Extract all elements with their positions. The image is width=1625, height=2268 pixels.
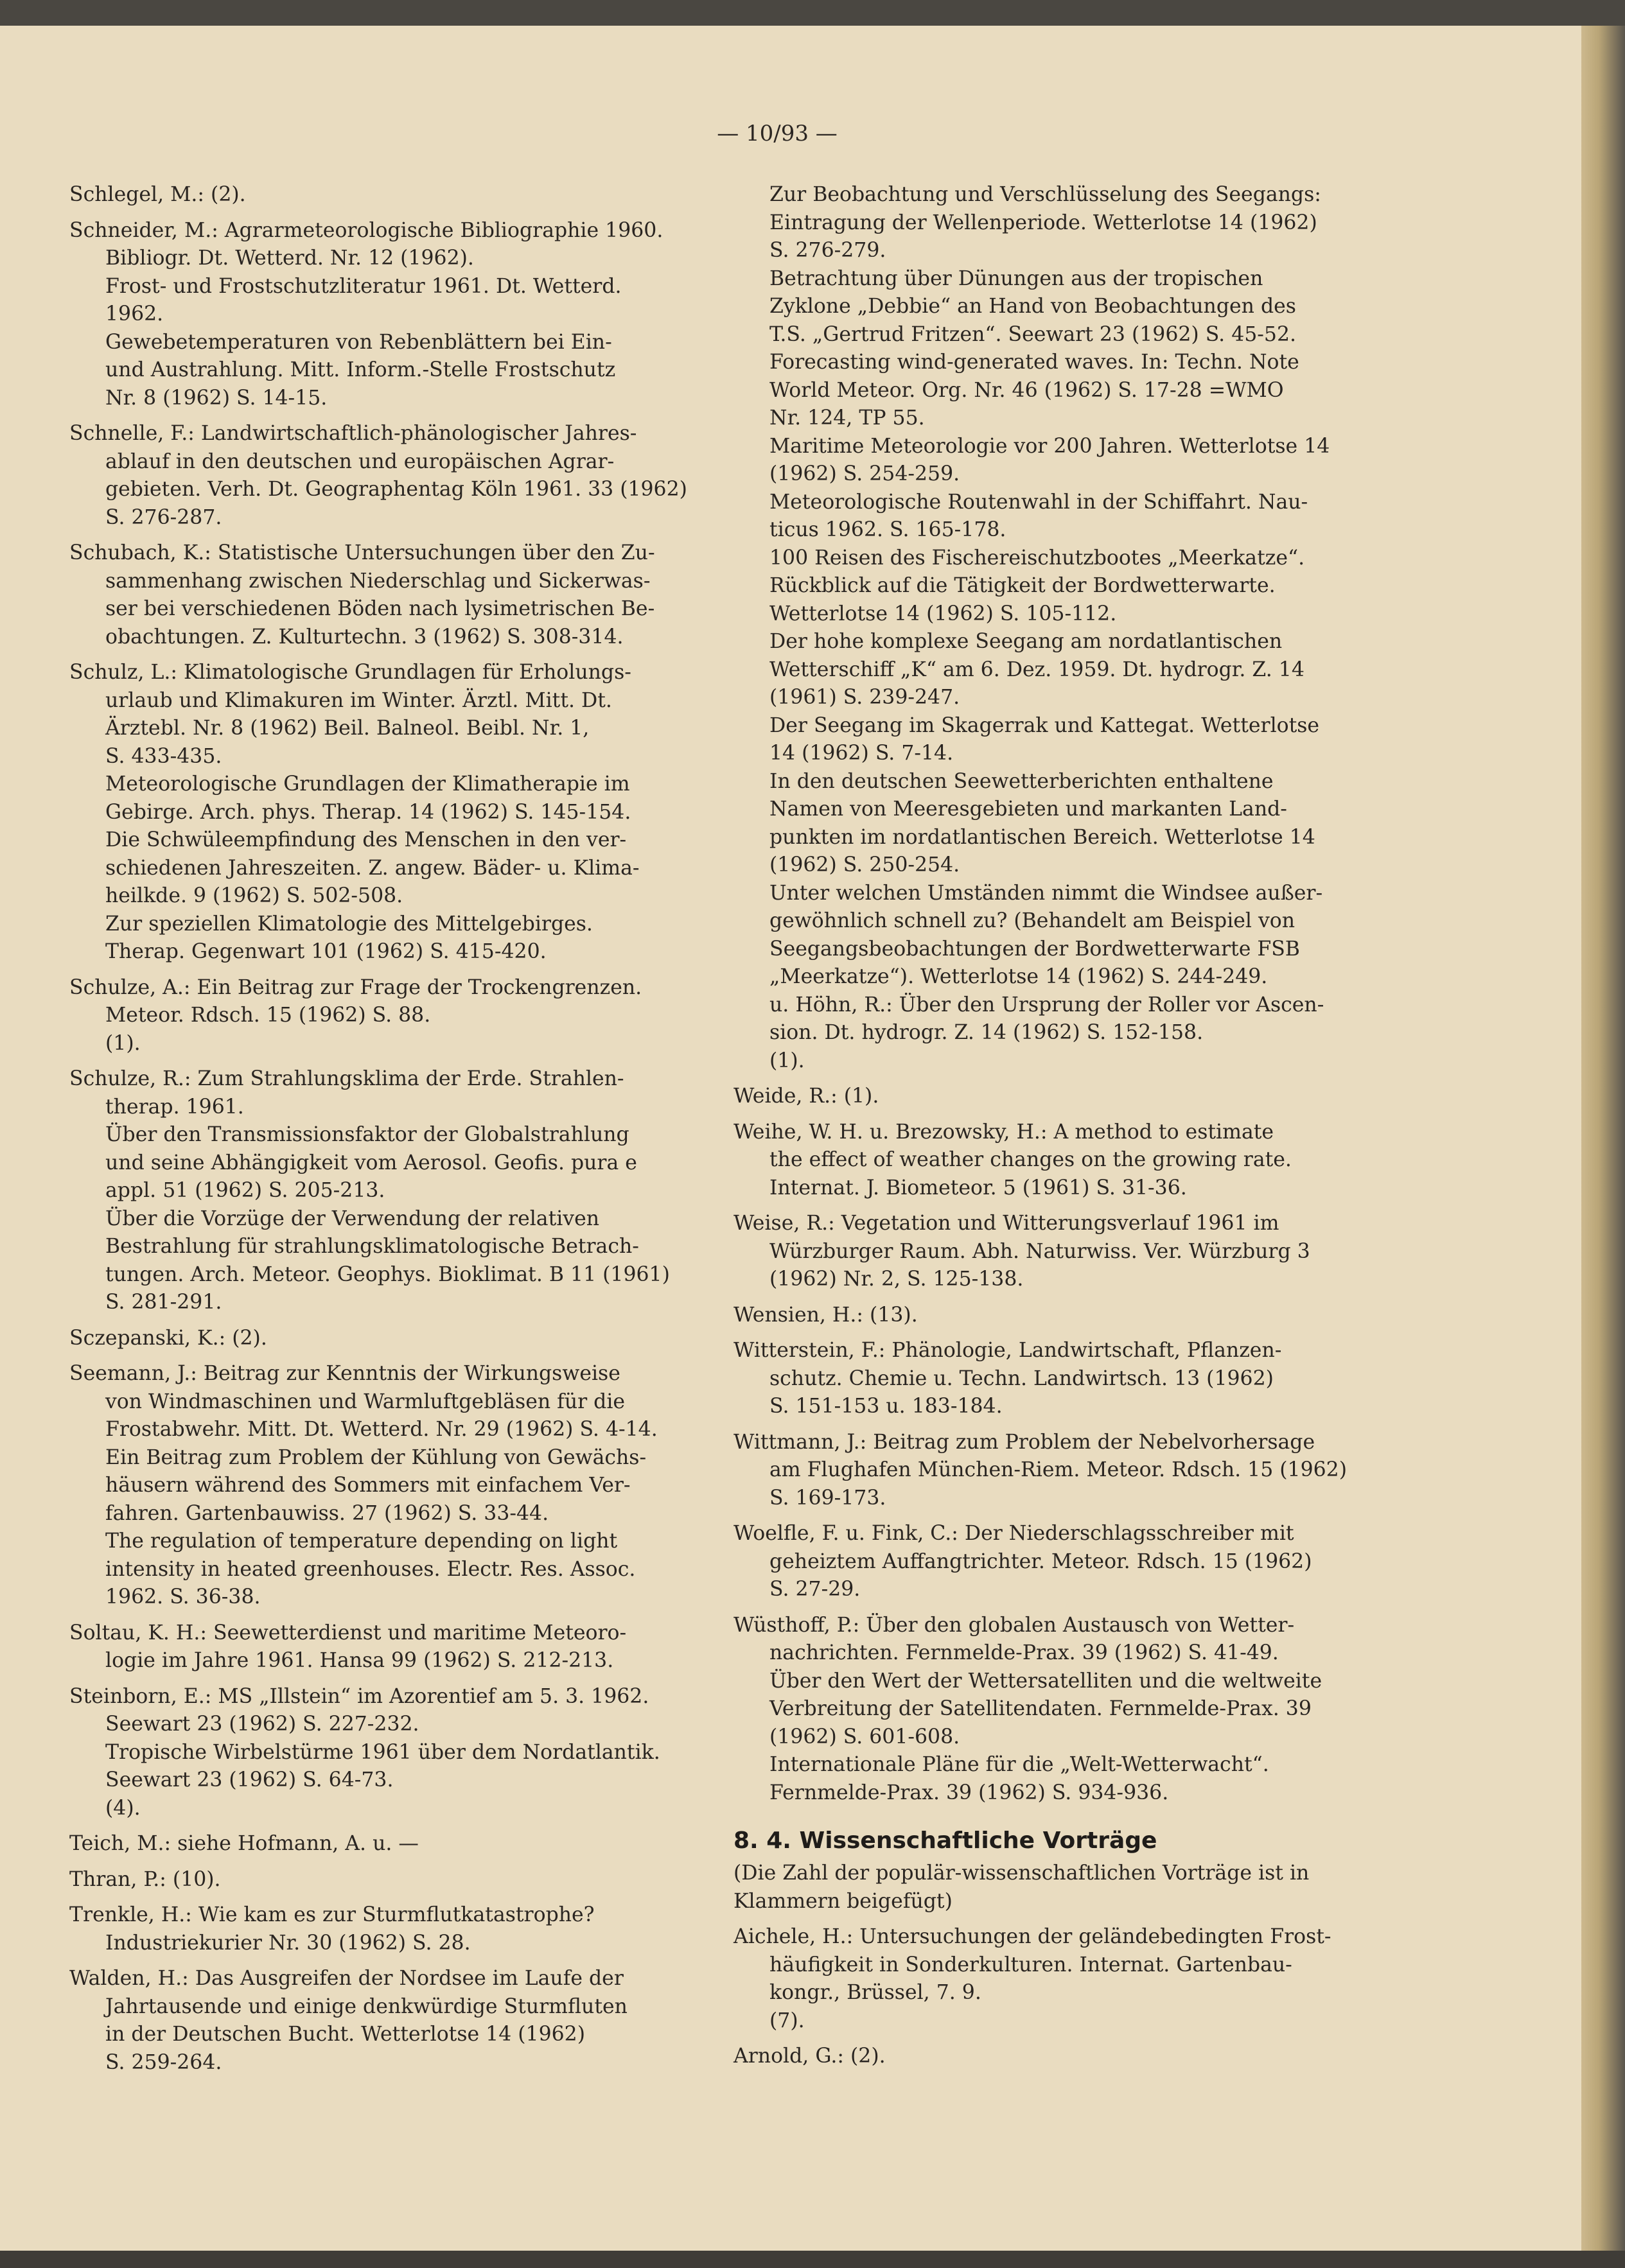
bibliography-entry — [69, 1901, 712, 1957]
entry-line: sammenhang zwischen Niederschlag und Sickerwas- — [105, 569, 651, 593]
entry-line: punkten im nordatlantischen Bereich. Wetterlotse 14 — [769, 825, 1315, 849]
entry-line: Nr. 124, TP 55. — [769, 406, 925, 430]
entry-line: und seine Abhängigkeit vom Aerosol. Geofis. pura e — [105, 1151, 637, 1174]
entry-author-line: Thran, P.: (10). — [69, 1867, 221, 1891]
entry-line: S. 169-173. — [769, 1486, 886, 1510]
entry-line: (1962) Nr. 2, S. 125-138. — [769, 1268, 1024, 1291]
entry-line: Seegangsbeobachtungen der Bordwetterwarte FSB — [769, 937, 1300, 961]
entry-line: am Flughafen München-Riem. Meteor. Rdsch. 15 (1962) — [769, 1458, 1347, 1481]
entry-line: Rückblick auf die Tätigkeit der Bordwetterwarte. — [769, 574, 1276, 597]
entry-line: Gewebetemperaturen von Rebenblättern bei Ein- — [105, 330, 612, 354]
entry-line: Meteorologische Grundlagen der Klimatherapie im — [105, 772, 630, 796]
entry-line: heilkde. 9 (1962) S. 502-508. — [105, 884, 403, 907]
bibliography-entry — [733, 181, 1376, 1075]
entry-line: (1). — [105, 1031, 141, 1055]
entry-line: Meteorologische Routenwahl in der Schiffahrt. Nau- — [769, 490, 1308, 514]
entry-line: The regulation of temperature depending on light — [105, 1530, 618, 1553]
section-intro-line: (Die Zahl der populär-wissenschaftlichen Vorträge ist in — [733, 1862, 1310, 1885]
entry-author-line: Schulze, A.: Ein Beitrag zur Frage der Trockengrenzen. — [69, 975, 642, 999]
entry-line: (1962) S. 601-608. — [769, 1725, 960, 1749]
entry-author-line: Schnelle, F.: Landwirtschaftlich-phänologischer Jahres- — [69, 422, 637, 445]
entry-line: Über den Wert der Wettersatelliten und die weltweite — [769, 1669, 1322, 1693]
right-column — [733, 181, 1376, 2079]
entry-line: 14 (1962) S. 7-14. — [769, 742, 954, 765]
entry-line: von Windmaschinen und Warmluftgebläsen für die — [105, 1390, 626, 1413]
entry-line: Wetterlotse 14 (1962) S. 105-112. — [769, 602, 1117, 625]
entry-author-line: Walden, H.: Das Ausgreifen der Nordsee im Laufe der — [69, 1967, 624, 1990]
bibliography-entry — [69, 420, 712, 532]
entry-line: S. 259-264. — [105, 2050, 222, 2074]
entry-line: S. 281-291. — [105, 1291, 222, 1314]
entry-author-line: Trenkle, H.: Wie kam es zur Sturmflutkatastrophe? — [69, 1903, 595, 1926]
entry-line: Gebirge. Arch. phys. Therap. 14 (1962) S. 145-154. — [105, 800, 631, 824]
entry-line: 1962. S. 36-38. — [105, 1585, 261, 1609]
bibliography-entry — [69, 1866, 712, 1894]
entry-line: in der Deutschen Bucht. Wetterlotse 14 (1962) — [105, 2023, 586, 2046]
entry-author-line: Schulze, R.: Zum Strahlungsklima der Erde. Strahlen- — [69, 1067, 624, 1090]
entry-line: u. Höhn, R.: Über den Ursprung der Roller vor Ascen- — [769, 993, 1324, 1016]
entry-line: S. 433-435. — [105, 744, 222, 768]
entry-line: Seewart 23 (1962) S. 227-232. — [105, 1713, 419, 1736]
entry-line: logie im Jahre 1961. Hansa 99 (1962) S. 212-213. — [105, 1649, 614, 1672]
entry-line: Zur Beobachtung und Verschlüsselung des Seegangs: — [769, 183, 1321, 206]
entry-line: 100 Reisen des Fischereischutzbootes „Meerkatze“. — [769, 546, 1305, 570]
entry-author-line: Woelfle, F. u. Fink, C.: Der Niederschlagsschreiber mit — [733, 1522, 1294, 1545]
entry-line: Über die Vorzüge der Verwendung der relativen — [105, 1207, 600, 1230]
bibliography-entry — [69, 1830, 712, 1858]
entry-line: kongr., Brüssel, 7. 9. — [769, 1981, 981, 2004]
bibliography-entry — [733, 1337, 1376, 1421]
entry-line: Über den Transmissionsfaktor der Globalstrahlung — [105, 1123, 629, 1146]
entry-line: S. 276-279. — [769, 239, 886, 262]
scan-border-top — [0, 0, 1625, 28]
entry-line: nachrichten. Fernmelde-Prax. 39 (1962) S. 41-49. — [769, 1641, 1279, 1664]
entry-line: schutz. Chemie u. Techn. Landwirtsch. 13 (1962) — [769, 1366, 1274, 1390]
entry-author-line: Schubach, K.: Statistische Untersuchungen über den Zu- — [69, 541, 655, 564]
entry-author-line: Wittmann, J.: Beitrag zum Problem der Nebelvorhersage — [733, 1430, 1315, 1454]
right-column-entries — [733, 181, 1376, 1807]
entry-line: Namen von Meeresgebieten und markanten Land- — [769, 798, 1287, 821]
bibliography-entry — [69, 1965, 712, 2077]
left-column — [69, 181, 712, 2084]
entry-line: Fernmelde-Prax. 39 (1962) S. 934-936. — [769, 1781, 1169, 1804]
entry-author-line: Wüsthoff, P.: Über den globalen Austausch von Wetter- — [733, 1613, 1295, 1637]
bibliography-entry — [69, 217, 712, 413]
entry-line: Unter welchen Umständen nimmt die Windsee außer- — [769, 881, 1323, 905]
entry-line: Maritime Meteorologie vor 200 Jahren. Wetterlotse 14 — [769, 434, 1330, 458]
entry-line: Meteor. Rdsch. 15 (1962) S. 88. — [105, 1004, 431, 1027]
entry-line: Zyklone „Debbie“ an Hand von Beobachtungen des — [769, 295, 1296, 318]
entry-line: Jahrtausende und einige denkwürdige Sturmfluten — [105, 1994, 628, 2018]
entry-line: Internationale Pläne für die „Welt-Wetterwacht“. — [769, 1753, 1269, 1776]
entry-author-line: Arnold, G.: (2). — [733, 2045, 886, 2068]
entry-author-line: Wensien, H.: (13). — [733, 1303, 918, 1327]
entry-line: Verbreitung der Satellitendaten. Fernmelde-Prax. 39 — [769, 1697, 1312, 1720]
entry-line: S. 276-287. — [105, 505, 222, 529]
entry-line: gebieten. Verh. Dt. Geographentag Köln 1961. 33 (1962) — [105, 478, 687, 501]
bibliography-entry — [733, 1520, 1376, 1604]
entry-line: Industriekurier Nr. 30 (1962) S. 28. — [105, 1931, 471, 1955]
entry-author-line: Aichele, H.: Untersuchungen der geländebedingten Frost- — [733, 1925, 1331, 1948]
bibliography-entry — [69, 1065, 712, 1317]
entry-line: (1). — [769, 1049, 805, 1072]
entry-line: Zur speziellen Klimatologie des Mittelgebirges. — [105, 912, 593, 936]
bibliography-entry — [733, 1210, 1376, 1294]
bibliography-entry — [733, 2043, 1376, 2071]
entry-line: T.S. „Gertrud Fritzen“. Seewart 23 (1962) S. 45-52. — [769, 322, 1297, 346]
entry-line: (1961) S. 239-247. — [769, 686, 960, 709]
entry-line: Seewart 23 (1962) S. 64-73. — [105, 1768, 394, 1792]
entry-line: Die Schwüleempfindung des Menschen in den ver- — [105, 828, 627, 851]
entry-line: Frostabwehr. Mitt. Dt. Wetterd. Nr. 29 (1962) S. 4-14. — [105, 1418, 658, 1441]
bibliography-entry — [733, 1302, 1376, 1330]
entry-author-line: Sczepanski, K.: (2). — [69, 1326, 267, 1350]
entry-line: (7). — [769, 2009, 805, 2032]
bibliography-entry — [733, 1119, 1376, 1203]
entry-line: Therap. Gegenwart 101 (1962) S. 415-420. — [105, 940, 547, 963]
entry-line: geheiztem Auffangtrichter. Meteor. Rdsch. 15 (1962) — [769, 1549, 1312, 1573]
bibliography-entry — [69, 1360, 712, 1612]
entry-line: Nr. 8 (1962) S. 14-15. — [105, 386, 328, 410]
entry-line: S. 27-29. — [769, 1578, 861, 1601]
entry-line: appl. 51 (1962) S. 205-213. — [105, 1179, 385, 1202]
entry-line: ticus 1962. S. 165-178. — [769, 518, 1006, 541]
entry-line: obachtungen. Z. Kulturtechn. 3 (1962) S. 308-314. — [105, 625, 624, 649]
entry-line: Tropische Wirbelstürme 1961 über dem Nordatlantik. — [105, 1740, 660, 1764]
entry-line: Eintragung der Wellenperiode. Wetterlotse 14 (1962) — [769, 211, 1317, 234]
entry-line: Forecasting wind-generated waves. In: Techn. Note — [769, 351, 1299, 374]
entry-line: Wetterschiff „K“ am 6. Dez. 1959. Dt. hydrogr. Z. 14 — [769, 658, 1304, 681]
section-intro — [733, 1860, 1376, 1915]
bibliography-entry — [69, 1619, 712, 1675]
entry-line: ablauf in den deutschen und europäischen Agrar- — [105, 449, 615, 473]
bibliography-entry — [733, 1429, 1376, 1513]
bibliography-entry — [69, 181, 712, 209]
entry-line: Ein Beitrag zum Problem der Kühlung von Gewächs- — [105, 1445, 647, 1469]
entry-line: sion. Dt. hydrogr. Z. 14 (1962) S. 152-158. — [769, 1021, 1204, 1044]
entry-author-line: Weihe, W. H. u. Brezowsky, H.: A method to estimate — [733, 1120, 1274, 1144]
entry-line: Frost- und Frostschutzliteratur 1961. Dt. Wetterd. — [105, 274, 622, 298]
bibliography-entry — [69, 1325, 712, 1353]
entry-author-line: Teich, M.: siehe Hofmann, A. u. — — [69, 1832, 419, 1855]
entry-line: (1962) S. 250-254. — [769, 853, 960, 877]
bibliography-entry — [733, 1923, 1376, 2035]
entry-line: World Meteor. Org. Nr. 46 (1962) S. 17-28 =WMO — [769, 378, 1284, 402]
entry-author-line: Steinborn, E.: MS „Illstein“ im Azorentief am 5. 3. 1962. — [69, 1684, 649, 1708]
entry-line: 1962. — [105, 302, 164, 326]
entry-line: (4). — [105, 1796, 141, 1820]
page-number: — 10/93 — — [717, 121, 838, 146]
entry-line: S. 151-153 u. 183-184. — [769, 1395, 1003, 1418]
entry-line: Ärztebl. Nr. 8 (1962) Beil. Balneol. Beibl. Nr. 1, — [105, 717, 590, 740]
entry-line: häusern während des Sommers mit einfachem Ver- — [105, 1474, 631, 1497]
section-heading: 8. 4. Wissenschaftliche Vorträge — [733, 1827, 1157, 1854]
entry-line: häufigkeit in Sonderkulturen. Internat. Gartenbau- — [769, 1953, 1292, 1976]
entry-line: Der hohe komplexe Seegang am nordatlantischen — [769, 630, 1283, 653]
bibliography-entry — [69, 974, 712, 1058]
entry-line: Der Seegang im Skagerrak und Kattegat. Wetterlotse — [769, 713, 1320, 737]
entry-line: Internat. J. Biometeor. 5 (1961) S. 31-36. — [769, 1176, 1187, 1199]
entry-author-line: Soltau, K. H.: Seewetterdienst und maritime Meteoro- — [69, 1621, 627, 1644]
scan-border-right — [1581, 26, 1625, 2251]
entry-line: the effect of weather changes on the growing rate. — [769, 1148, 1292, 1171]
bibliography-entry — [69, 1683, 712, 1823]
bibliography-entry — [733, 1083, 1376, 1111]
entry-line: intensity in heated greenhouses. Electr. Res. Assoc. — [105, 1557, 636, 1581]
entry-line: Bestrahlung für strahlungsklimatologische Betrach- — [105, 1235, 639, 1258]
entry-author-line: Schneider, M.: Agrarmeteorologische Bibliographie 1960. — [69, 218, 663, 242]
entry-author-line: Weide, R.: (1). — [733, 1085, 879, 1108]
entry-author-line: Weise, R.: Vegetation und Witterungsverlauf 1961 im — [733, 1212, 1279, 1235]
entry-author-line: Seemann, J.: Beitrag zur Kenntnis der Wirkungsweise — [69, 1362, 620, 1385]
entry-line: therap. 1961. — [105, 1095, 244, 1119]
entry-line: schiedenen Jahreszeiten. Z. angew. Bäder- u. Klima- — [105, 856, 640, 880]
entry-line: tungen. Arch. Meteor. Geophys. Bioklimat. B 11 (1961) — [105, 1262, 670, 1286]
entry-line: und Austrahlung. Mitt. Inform.-Stelle Frostschutz — [105, 358, 616, 381]
entry-line: Bibliogr. Dt. Wetterd. Nr. 12 (1962). — [105, 247, 474, 270]
entry-author-line: Schulz, L.: Klimatologische Grundlagen für Erholungs- — [69, 661, 631, 684]
entry-line: Betrachtung über Dünungen aus der tropischen — [769, 266, 1263, 290]
entry-line: In den deutschen Seewetterberichten enthaltene — [769, 769, 1274, 793]
bibliography-entry — [733, 1612, 1376, 1808]
entry-line: fahren. Gartenbauwiss. 27 (1962) S. 33-44. — [105, 1501, 549, 1525]
entry-line: urlaub und Klimakuren im Winter. Ärztl. Mitt. Dt. — [105, 688, 612, 712]
entry-author-line: Witterstein, F.: Phänologie, Landwirtschaft, Pflanzen- — [733, 1339, 1282, 1362]
section-entries — [733, 1923, 1376, 2071]
bibliography-entry — [69, 659, 712, 966]
entry-author-line: Schlegel, M.: (2). — [69, 183, 246, 206]
entry-line: (1962) S. 254-259. — [769, 462, 960, 485]
entry-line: Würzburger Raum. Abh. Naturwiss. Ver. Würzburg 3 — [769, 1239, 1310, 1263]
entry-line: ser bei verschiedenen Böden nach lysimetrischen Be- — [105, 597, 655, 620]
entry-line: „Meerkatze“). Wetterlotse 14 (1962) S. 244-249. — [769, 965, 1268, 988]
entry-line: gewöhnlich schnell zu? (Behandelt am Beispiel von — [769, 909, 1296, 932]
bibliography-entry — [69, 539, 712, 651]
scan-border-bottom — [0, 2251, 1625, 2268]
section-intro-line: Klammern beigefügt) — [733, 1889, 953, 1913]
